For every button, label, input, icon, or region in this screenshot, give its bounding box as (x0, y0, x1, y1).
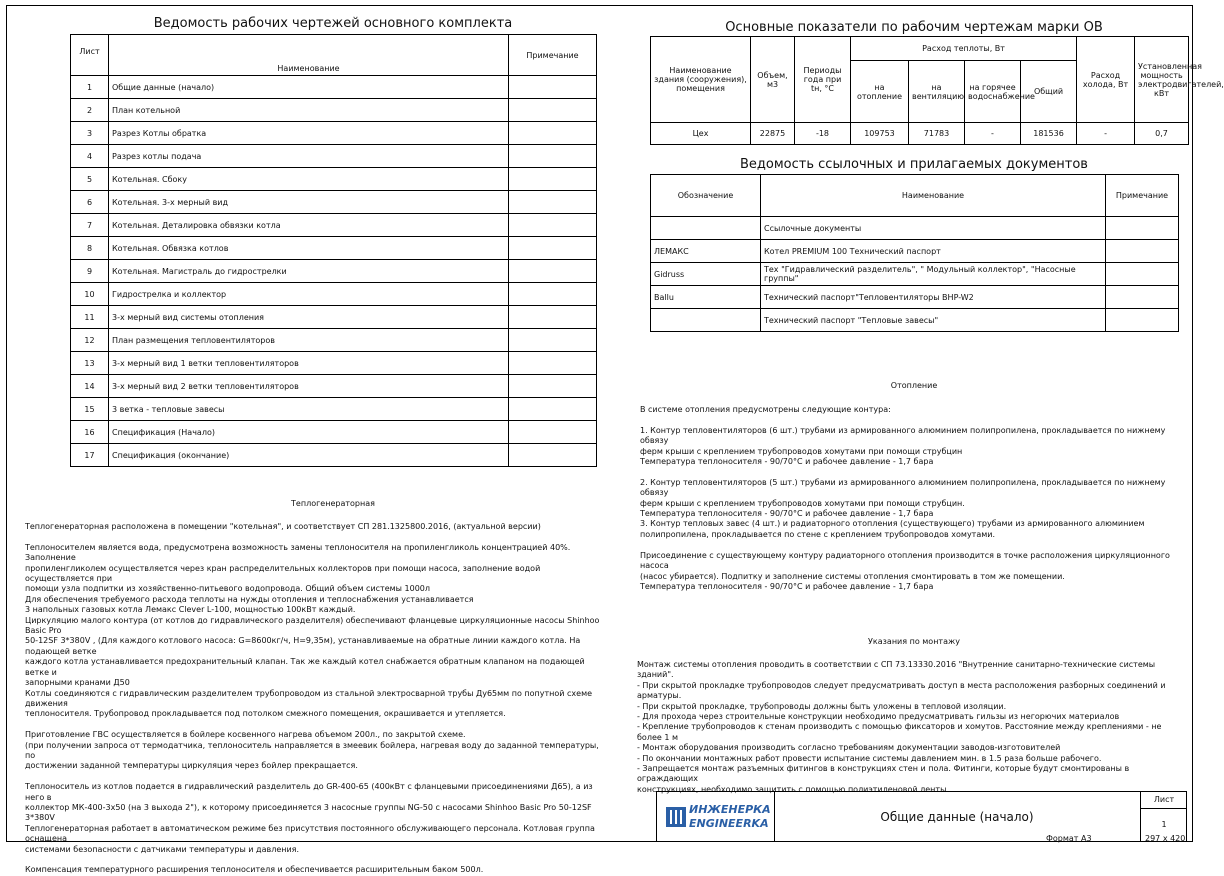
logo-text-ru: ИНЖЕНЕРКА (689, 803, 771, 816)
table-row (71, 260, 597, 283)
table-row (71, 122, 597, 145)
refs-table (650, 174, 1179, 332)
sheet-name-cell: 3-х мерный вид 2 ветки тепловентиляторов (109, 375, 509, 398)
table-row (71, 283, 597, 306)
sheet-number-cell: 12 (71, 329, 109, 352)
ref-name-cell: Тех "Гидравлический разделитель", " Модульный коллектор", "Насосные группы" (761, 263, 1106, 286)
ref-note-cell (1106, 217, 1179, 240)
ref-note-cell (1106, 263, 1179, 286)
sheet-note-cell (509, 214, 597, 237)
h-cold: Расход холода, Вт (1077, 37, 1135, 123)
val-heating: 109753 (851, 123, 909, 145)
format-label: Формат А3 (1046, 834, 1092, 843)
ref-note-cell (1106, 240, 1179, 263)
sheets-table-title: Ведомость рабочих чертежей основного комплекта (153, 16, 513, 31)
sheet-number-cell: 2 (71, 99, 109, 122)
heatgen-text: Теплогенераторная расположена в помещении "котельная", и соответствует СП 281.1325800.2016, (актуальной версии) Теплоносителем является вода, предусмотрена возможность замены теплоносителя на пропиленгликоль концентрацией 40%. Заполнение пропиленгликолем осуществляется через кран распределительных коллекторов при помощи насоса, заполнение водой осуществляется при помощи узла подпитки из хозяйственно-питьевого водопровода. Общий объем системы 1000л Для обеспечения требуемого расхода теплоты на нужды отопления и теплоснабжения устанавливается 3 напольных газовых котла Лемакс Clever L-100, мощностью 100кВт каждый. Циркуляцию малого контура (от котлов до гидравлического разделителя) обеспечивают фланцевые циркуляционные насосы Shinhoo Basic Pro 50-12SF 3*380V , (Для каждого котлового насоса: G=8600кг/ч, H=9,35м), устанавливаемые на обратные линии каждого котла. На подающей ветке каждого котла устанавливается предохранительный клапан. Так же каждый котел снабжается обратным клапаном на подающей ветке и запорными кранами Д50 Котлы соединяются с гидравлическим разделителем трубопроводом из стальной электросварной трубы Ду65мм по попутной схеме движения теплоносителя. Трубопровод прокладывается под потолком смежного помещения, окрашивается и утепляется. Приготовление ГВС осуществляется в бойлере косвенного нагрева объемом 200л., по закрытой схеме. (при получении запроса от термодатчика, теплоноситель направляется в змеевик бойлера, нагревая воду до заданной температуры, по достижении заданной температуры циркуляция через бойлер прекращается. Теплоноситель из котлов подается в гидравлический разделитель до GR-400-65 (400кВт с фланцевыми присоединениями Д65), а из него в коллектор МК-400-3х50 (на 3 выхода 2"), к которому присоединяется 3 насосные группы NG-50 с насосами Shinhoo Basic Pro 50-12SF 3*380V Теплогенераторная работает в автоматическом режиме без присутствия постоянного обслуживающего персонала. Котловая группа оснащена системами безопасности с датчиками температуры и давления. Компенсация температурного расширения теплоносителя и обеспечивается расширительным баком 500л. (25, 522, 600, 875)
sheet-note-cell (509, 306, 597, 329)
ref-code-cell: Gidruss (651, 263, 761, 286)
sheet-name-cell: Разрез Котлы обратка (109, 122, 509, 145)
sheet-name-cell: Общие данные (начало) (109, 76, 509, 99)
sheet-note-cell (509, 76, 597, 99)
table-row (71, 76, 597, 99)
sheet-number-cell: 8 (71, 237, 109, 260)
h-heating: на отопление (851, 61, 909, 123)
sheet-note-cell (509, 237, 597, 260)
sheet-number-cell: 4 (71, 145, 109, 168)
sheet-note-cell (509, 398, 597, 421)
ref-code-cell: Ballu (651, 286, 761, 309)
table-row (71, 375, 597, 398)
ref-name-cell: Технический паспорт "Тепловые завесы" (761, 309, 1106, 332)
table-row (71, 99, 597, 122)
sheet-number-cell: 11 (71, 306, 109, 329)
val-hotwater: - (965, 123, 1021, 145)
sheet-name-cell: План размещения тепловентиляторов (109, 329, 509, 352)
sheets-table (70, 34, 597, 467)
heating-text: В системе отопления предусмотрены следующие контура: 1. Контур тепловентиляторов (6 шт.) трубами из армированного алюминием полипропилена, прокладывается по нижнему обвязу ферм крыши с креплением трубопроводов хомутами при помощи струбцин Температура теплоносителя - 90/70°С и рабочее давление - 1,7 бара 2. Контур тепловентиляторов (5 шт.) трубами из армированного алюминием полипропилена, прокладывается по нижнему обвязу ферм крыши с креплением трубопроводов хомутами при помощи струбцин. Температура теплоносителя - 90/70°С и рабочее давление - 1,7 бара 3. Контур тепловых завес (4 шт.) и радиаторного отопления (существующего) трубами из армированного алюминием полипропилена, прокладывается по стене с креплением трубопроводов хомутами. Присоединение с существующему контуру радиаторного отопления производится в точке расположения циркуляционного насоса (насос убирается). Подпитку и заполнение системы отопления смонтировать в том же помещении. Температура теплоносителя - 90/70°С и рабочее давление - 1,7 бара (640, 405, 1170, 591)
table-row (651, 240, 1179, 263)
table-row (71, 421, 597, 444)
heatgen-title: Теплогенераторная (291, 499, 375, 508)
sheet-name-cell: Спецификация (Начало) (109, 421, 509, 444)
h-volume: Объем, м3 (751, 37, 795, 123)
table-row (651, 217, 1179, 240)
format-size: 297 x 420 (1145, 834, 1186, 843)
sheet-name-cell: 3 ветка - тепловые завесы (109, 398, 509, 421)
sheet-note-cell (509, 260, 597, 283)
table-row (651, 263, 1179, 286)
table-row (71, 444, 597, 467)
h-heat: Расход теплоты, Вт (851, 37, 1077, 61)
sheet-number-cell: 7 (71, 214, 109, 237)
val-cold: - (1077, 123, 1135, 145)
ref-code-cell: ЛЕМАКС (651, 240, 761, 263)
ref-code-cell (651, 309, 761, 332)
sheet-number-cell: 5 (71, 168, 109, 191)
table-row (71, 329, 597, 352)
sheet-name-cell: Котельная. Обвязка котлов (109, 237, 509, 260)
sheet-number-cell: 17 (71, 444, 109, 467)
h-refnote: Примечание (1106, 175, 1179, 217)
sheet-number-cell: 16 (71, 421, 109, 444)
ref-name-cell: Технический паспорт"Тепловентиляторы BHP-W2 (761, 286, 1106, 309)
mounting-title: Указания по монтажу (868, 637, 960, 646)
sheet-note-cell (509, 191, 597, 214)
sheet-number-cell: 6 (71, 191, 109, 214)
ref-code-cell (651, 217, 761, 240)
table-row (651, 286, 1179, 309)
sheet-note-cell (509, 421, 597, 444)
h-code: Обозначение (651, 175, 761, 217)
refs-table-title: Ведомость ссылочных и прилагаемых документов (740, 157, 1088, 172)
sheet-name-cell: Котельная. Сбоку (109, 168, 509, 191)
indicators-table (650, 36, 1224, 145)
val-building: Цех (651, 123, 751, 145)
sheet-note-cell (509, 99, 597, 122)
h-refname: Наименование (761, 175, 1106, 217)
sheet-name-cell: Спецификация (окончание) (109, 444, 509, 467)
sheet-note-cell (509, 444, 597, 467)
table-row (651, 309, 1179, 332)
sheet-name-cell: Гидрострелка и коллектор (109, 283, 509, 306)
sheet-note-cell (509, 329, 597, 352)
val-power: 0,7 (1135, 123, 1189, 145)
sheet-name-cell: Котельная. 3-х мерный вид (109, 191, 509, 214)
table-row (71, 145, 597, 168)
table-row (71, 352, 597, 375)
sheet-note-cell (509, 145, 597, 168)
sheet-name-cell: 3-х мерный вид системы отопления (109, 306, 509, 329)
ref-note-cell (1106, 286, 1179, 309)
val-vent: 71783 (909, 123, 965, 145)
sheet-number-cell: 3 (71, 122, 109, 145)
indicators-table-title: Основные показатели по рабочим чертежам марки ОВ (725, 20, 1103, 35)
val-period: -18 (795, 123, 851, 145)
sheet-note-cell (509, 375, 597, 398)
table-row (71, 237, 597, 260)
col-name-header: Наименование (109, 35, 509, 76)
title-block (656, 791, 1187, 842)
sheet-note-cell (509, 122, 597, 145)
mounting-text: Монтаж системы отопления проводить в соответствии с СП 73.13330.2016 "Внутренние санитарно-технические системы зданий". - При скрытой прокладке трубопроводов следует предусматривать доступ в места расположения разборных соединений и арматуры. - При скрытой прокладке, трубопроводы должны быть уложены в тепловой изоляции. - Для прохода через строительные конструкции необходимо предусматривать гильзы из негорючих материалов - Крепление трубопроводов к стенам производить с помощью фиксаторов и хомутов. Расстояние между креплениями - не более 1 м - Монтаж оборудования производить согласно требованиям документации заводов-изготовителей - По окончании монтажных работ провести испытание системы давлением мин. в 1.5 раза больше рабочего. - Запрещается монтаж разъемных фитингов в конструкциях стен и пола. Фитинги, которые будут смонтированы в ограждающих конструкциях, необходимо защитить с помощью полиэтиленовой ленты (637, 660, 1166, 794)
h-power: Установленная мощность электродвигателей, кВт (1135, 37, 1189, 123)
col-sheet-header: Лист (71, 35, 109, 76)
sheet-name-cell: План котельной (109, 99, 509, 122)
ref-note-cell (1106, 309, 1179, 332)
sheet-number-cell: 10 (71, 283, 109, 306)
h-building: Наименование здания (сооружения), помещения (651, 37, 751, 123)
val-total: 181536 (1021, 123, 1077, 145)
sheet-number-cell: 14 (71, 375, 109, 398)
table-row (71, 306, 597, 329)
logo-text-en: ENGINEERKA (689, 817, 769, 830)
sheet-number: 1 (1161, 820, 1167, 829)
table-row (71, 191, 597, 214)
logo-cell (657, 792, 775, 841)
sheet-number-cell: 15 (71, 398, 109, 421)
sheet-name-cell: Котельная. Деталировка обвязки котла (109, 214, 509, 237)
ref-name-cell: Ссылочные документы (761, 217, 1106, 240)
heating-title: Отопление (890, 381, 938, 390)
logo-icon (665, 806, 687, 828)
sheet-number-cell: 1 (71, 76, 109, 99)
h-hotwater: на горячее водоснабжение (965, 61, 1021, 123)
sheet-label: Лист (1141, 792, 1187, 809)
sheet-note-cell (509, 352, 597, 375)
sheet-note-cell (509, 168, 597, 191)
ref-name-cell: Котел PREMIUM 100 Технический паспорт (761, 240, 1106, 263)
table-row (71, 398, 597, 421)
table-row (71, 168, 597, 191)
h-total: Общий (1021, 61, 1077, 123)
sheet-number-cell: 9 (71, 260, 109, 283)
sheet-name-cell: Котельная. Магистраль до гидрострелки (109, 260, 509, 283)
h-periods: Периоды года при tн, °С (795, 37, 851, 123)
col-note-header: Примечание (509, 35, 597, 76)
sheet-name-cell: Разрез котлы подача (109, 145, 509, 168)
table-row (71, 214, 597, 237)
sheet-number-cell: 13 (71, 352, 109, 375)
sheet-name-cell: 3-х мерный вид 1 ветки тепловентиляторов (109, 352, 509, 375)
h-vent: на вентиляцию (909, 61, 965, 123)
val-volume: 22875 (751, 123, 795, 145)
sheet-note-cell (509, 283, 597, 306)
sheet-title: Общие данные (начало) (880, 809, 1034, 824)
